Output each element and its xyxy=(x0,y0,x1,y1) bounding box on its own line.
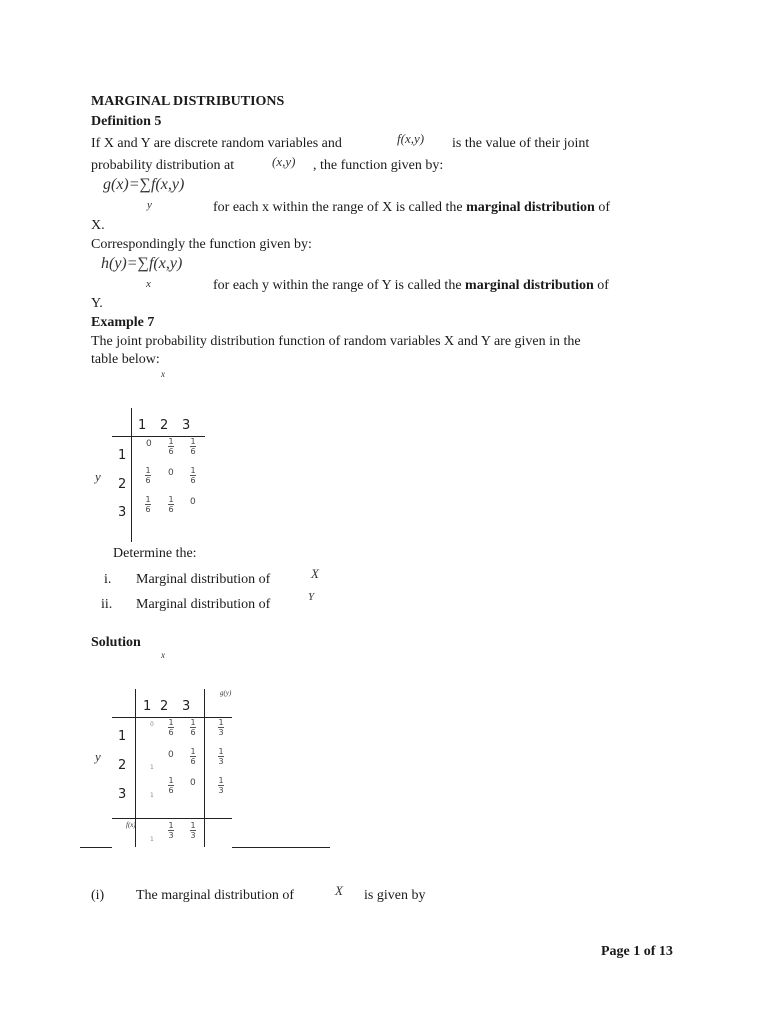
table1-cell-zero: 0 xyxy=(168,468,174,478)
table1-cell-fraction xyxy=(190,437,196,456)
definition-title: Definition 5 xyxy=(91,114,162,129)
table1-col-header: 2 xyxy=(160,418,169,433)
table1-row-header: 2 xyxy=(118,477,127,492)
denominator: 6 xyxy=(145,505,151,514)
final-text-post: is given by xyxy=(364,888,426,903)
table1-cell-fraction xyxy=(190,466,196,485)
numerator: 1 xyxy=(145,466,151,475)
item-number: ii. xyxy=(101,597,113,612)
gx-sum-index: y xyxy=(147,199,152,211)
table2-fx-value xyxy=(190,821,196,840)
hy-desc-bold: marginal distribution xyxy=(465,278,594,293)
denominator: 6 xyxy=(145,476,151,485)
table1-cell-fraction xyxy=(145,466,151,485)
table2-gy-label: g(y) xyxy=(220,689,232,697)
table1-y-label: y xyxy=(95,469,101,484)
hy-formula: h(y)=∑f(x,y) xyxy=(101,255,183,272)
table2-cell-faint: 1 xyxy=(150,792,154,799)
hy-end: Y. xyxy=(91,296,103,311)
final-variable: X xyxy=(335,883,343,898)
final-text: The marginal distribution of xyxy=(136,888,294,903)
hy-sum-index: x xyxy=(146,278,151,290)
numerator: 1 xyxy=(190,466,196,475)
table2-cell-zero: 0 xyxy=(190,778,196,788)
denominator: 3 xyxy=(218,786,224,795)
item-text: Marginal distribution of xyxy=(136,572,271,587)
table2-gy-value xyxy=(218,747,224,766)
table2-bottom-rule-left xyxy=(80,847,112,848)
table2-cell-zero: 0 xyxy=(168,750,174,760)
table2-fx-value xyxy=(168,821,174,840)
table2-cell-fraction xyxy=(190,747,196,766)
example-title: Example 7 xyxy=(91,315,155,330)
denominator: 6 xyxy=(190,447,196,456)
example-line1: The joint probability distribution function of random variables X and Y are given in the xyxy=(91,334,581,349)
table2-cell-faint: 1 xyxy=(150,764,154,771)
item-variable: X xyxy=(311,566,319,581)
denominator: 3 xyxy=(218,728,224,737)
numerator: 1 xyxy=(190,437,196,446)
item-number: i. xyxy=(104,572,112,587)
denominator: 3 xyxy=(168,831,174,840)
determine-line: Determine the: xyxy=(113,546,197,561)
table1-cell-zero: 0 xyxy=(190,497,196,507)
table2-right-line xyxy=(204,689,205,847)
gx-desc-bold: marginal distribution xyxy=(466,200,595,215)
gx-formula: g(x)=∑f(x,y) xyxy=(103,176,185,193)
table2-cell-faint: 1 xyxy=(150,836,154,843)
denominator: 3 xyxy=(218,757,224,766)
table2-cell-fraction xyxy=(168,718,174,737)
denominator: 6 xyxy=(168,505,174,514)
denominator: 6 xyxy=(168,728,174,737)
hy-description xyxy=(213,276,609,296)
denominator: 6 xyxy=(168,447,174,456)
solution-title: Solution xyxy=(91,635,141,650)
table1-col-header: 1 xyxy=(138,418,147,433)
hy-desc-post: of xyxy=(597,278,609,293)
table2-row-header: 2 xyxy=(118,758,127,773)
section-heading: MARGINAL DISTRIBUTIONS xyxy=(91,94,285,109)
table2-row-header: 1 xyxy=(118,729,127,744)
table1-col-header: 3 xyxy=(182,418,191,433)
final-number: (i) xyxy=(91,888,105,903)
numerator: 1 xyxy=(218,747,224,756)
denominator: 6 xyxy=(190,728,196,737)
table2-cell-faint: 0 xyxy=(150,721,154,728)
def-line1-post: is the value of their joint xyxy=(452,136,590,151)
example-line2: table below: xyxy=(91,352,160,367)
gx-desc-pre: for each x within the range of X is called the xyxy=(213,200,463,215)
denominator: 6 xyxy=(190,476,196,485)
item-text: Marginal distribution of xyxy=(136,597,271,612)
table2-x-label: x xyxy=(161,650,165,660)
numerator: 1 xyxy=(168,718,174,727)
table2-bottom-rule-right xyxy=(232,847,330,848)
table2-col-header: 2 xyxy=(160,699,169,714)
denominator: 3 xyxy=(190,831,196,840)
table2-y-label: y xyxy=(95,749,101,764)
numerator: 1 xyxy=(145,495,151,504)
table2-cell-fraction xyxy=(168,776,174,795)
table1-cell-fraction xyxy=(168,495,174,514)
def-line2-xy: (x,y) xyxy=(272,154,296,169)
numerator: 1 xyxy=(218,776,224,785)
numerator: 1 xyxy=(168,776,174,785)
denominator: 6 xyxy=(168,786,174,795)
gx-description xyxy=(213,198,610,218)
page-number: Page 1 of 13 xyxy=(601,944,673,959)
table1-x-label: x xyxy=(161,369,165,379)
table1-vertical-line xyxy=(131,408,132,542)
table1-cell-zero: 0 xyxy=(146,439,152,449)
numerator: 1 xyxy=(168,495,174,504)
table2-gy-value xyxy=(218,776,224,795)
def-line1-pre: If X and Y are discrete random variables and xyxy=(91,136,342,151)
table1-cell-fraction xyxy=(168,437,174,456)
numerator: 1 xyxy=(190,747,196,756)
hy-desc-pre: for each y within the range of Y is called the xyxy=(213,278,462,293)
def-line2-pre: probability distribution at xyxy=(91,158,235,173)
numerator: 1 xyxy=(218,718,224,727)
numerator: 1 xyxy=(190,718,196,727)
denominator: 6 xyxy=(190,757,196,766)
table2-row-header: 3 xyxy=(118,787,127,802)
item-variable: Y xyxy=(308,591,315,603)
def-line2-post: , the function given by: xyxy=(313,158,444,173)
gx-end: X. xyxy=(91,218,105,233)
table2-total-line xyxy=(112,818,232,819)
table1-row-header: 1 xyxy=(118,448,127,463)
table2-cell-fraction xyxy=(190,718,196,737)
gx-desc-post: of xyxy=(598,200,610,215)
def-line1-fxy: f(x,y) xyxy=(397,131,425,146)
numerator: 1 xyxy=(168,437,174,446)
table2-col-header: 1 xyxy=(143,699,152,714)
numerator: 1 xyxy=(190,821,196,830)
table2-fx-label: f(x) xyxy=(126,821,136,829)
table1-row-header: 3 xyxy=(118,505,127,520)
numerator: 1 xyxy=(168,821,174,830)
correspondingly-line: Correspondingly the function given by: xyxy=(91,237,312,252)
table1-cell-fraction xyxy=(145,495,151,514)
table2-col-header: 3 xyxy=(182,699,191,714)
table2-gy-value xyxy=(218,718,224,737)
